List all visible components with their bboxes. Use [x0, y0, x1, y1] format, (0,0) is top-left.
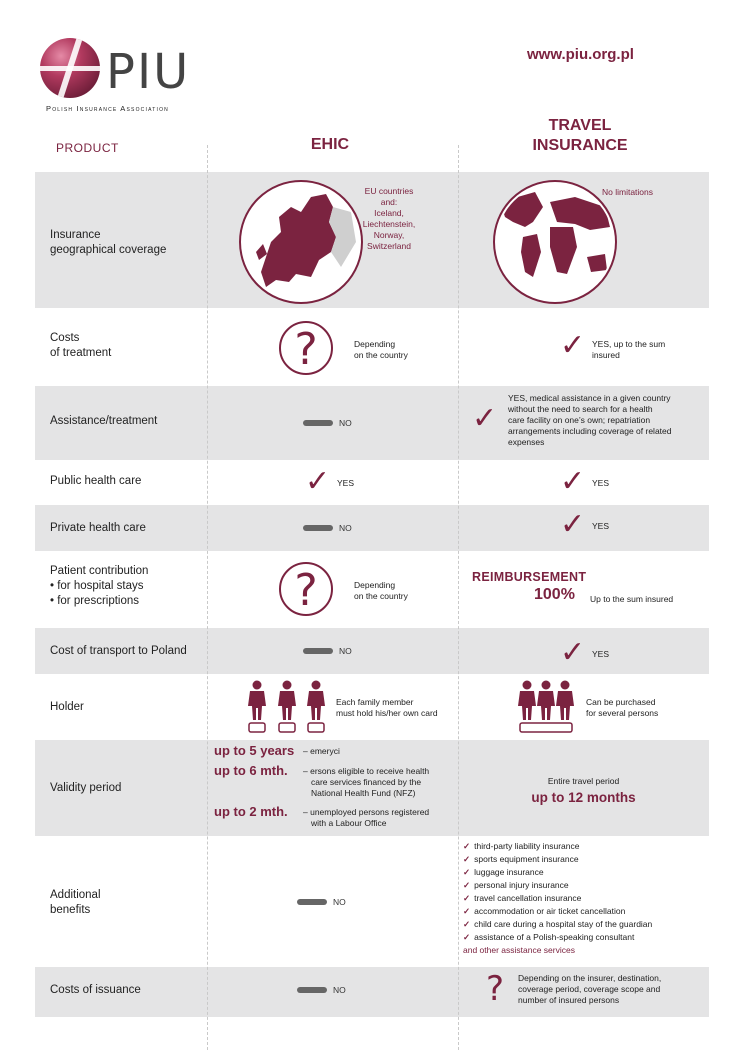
validity-travel-text: Entire travel period [547, 776, 620, 786]
validity-ehic-desc1: – emeryci [303, 746, 340, 756]
validity-desc-line: care services financed by the [311, 777, 422, 787]
validity-ehic-period1: up to 5 years [214, 743, 295, 758]
list-item [463, 931, 652, 944]
list-item [463, 879, 652, 892]
issuance-travel-text [518, 973, 661, 1006]
assist-travel-line: arrangements including coverage of related [508, 426, 672, 436]
private-ehic-text: NO [339, 523, 352, 533]
row-label-holder: Holder [50, 701, 84, 713]
check-icon: ✓ [463, 841, 471, 851]
geo-label-line1: Insurance [50, 229, 101, 241]
geo-ehic-line: Liechtenstein, [362, 219, 416, 229]
check-icon: ✓ [463, 932, 471, 942]
issuance-travel-line: Depending on the insurer, destination, [518, 973, 662, 983]
additional-label-line: benefits [50, 904, 91, 916]
public-travel-text: YES [592, 478, 610, 488]
validity-travel-period: up to 12 months [531, 790, 636, 805]
issuance-travel-line: number of insured persons [518, 995, 620, 1005]
patient-label-line: Patient contribution [50, 565, 149, 577]
row-label-validity: Validity period [50, 782, 122, 794]
validity-desc-line: with a Labour Office [311, 818, 387, 828]
check-icon: ✓ [560, 328, 586, 363]
benefit-text: third-party liability insurance [474, 841, 580, 851]
costs-label-line1: Costs [50, 332, 80, 344]
reimbursement-note: Up to the sum insured [590, 594, 674, 604]
holder-ehic-line: Each family member [336, 697, 414, 707]
list-item [463, 840, 652, 853]
logo-text: PIU [106, 44, 191, 100]
costs-travel-text [592, 339, 665, 361]
row-label-additional [50, 888, 101, 918]
benefit-text: assistance of a Polish-speaking consultant [474, 932, 635, 942]
patient-ehic-line: on the country [354, 591, 408, 601]
holder-ehic-line: must hold his/her own card [336, 708, 438, 718]
reimbursement-percent: 100% [534, 586, 575, 603]
holder-travel-line: for several persons [586, 708, 659, 718]
logo-globe-icon [40, 38, 100, 98]
europe-map-icon [239, 180, 363, 304]
patient-label-line: • for prescriptions [50, 595, 140, 607]
check-icon: ✓ [463, 919, 471, 929]
reimbursement-title: REIMBURSEMENT [472, 570, 587, 584]
column-divider [458, 145, 459, 1050]
benefit-text: accommodation or air ticket cancellation [474, 906, 626, 916]
validity-ehic-period2: up to 6 mth. [214, 763, 288, 778]
travel-header-line1: TRAVEL [548, 117, 612, 134]
dash-icon [303, 420, 333, 426]
row-label-issuance: Costs of issuance [50, 984, 141, 996]
check-icon: ✓ [472, 401, 498, 436]
logo-subtitle: Polish Insurance Association [46, 104, 169, 113]
list-item [463, 892, 652, 905]
dash-icon [303, 525, 333, 531]
geo-ehic-line: Switzerland [367, 241, 411, 251]
issuance-ehic-no [297, 985, 346, 995]
travel-header-line2: INSURANCE [532, 137, 628, 154]
benefit-text: travel cancellation insurance [474, 893, 582, 903]
check-icon: ✓ [463, 854, 471, 864]
list-item [463, 918, 652, 931]
benefit-text: sports equipment insurance [474, 854, 579, 864]
private-travel-text: YES [592, 521, 610, 531]
validity-ehic-period3: up to 2 mth. [214, 804, 288, 819]
check-icon: ✓ [463, 893, 471, 903]
dash-icon [297, 899, 327, 905]
validity-desc-line: – ersons eligible to receive health [303, 766, 430, 776]
transport-ehic-text: NO [339, 646, 352, 656]
list-item [463, 905, 652, 918]
world-globe-icon [493, 180, 617, 304]
assist-travel-text [508, 393, 672, 448]
question-icon: ? [486, 969, 505, 1009]
transport-ehic-no [303, 646, 352, 656]
geo-ehic-line: EU countries [364, 186, 414, 196]
patient-label-line: • for hospital stays [50, 580, 144, 592]
product-column-header: PRODUCT [56, 141, 119, 155]
check-icon: ✓ [463, 867, 471, 877]
geo-ehic-line: Iceland, [374, 208, 404, 218]
issuance-travel-line: coverage period, coverage scope and [518, 984, 661, 994]
validity-ehic-desc3 [303, 807, 429, 829]
row-label-costs [50, 331, 111, 361]
holder-ehic-text [336, 697, 438, 719]
row-label-public: Public health care [50, 475, 142, 487]
private-ehic-no [303, 523, 352, 533]
costs-ehic-line: Depending [354, 339, 396, 349]
patient-ehic-line: Depending [354, 580, 396, 590]
question-icon: ? [279, 321, 333, 375]
check-icon: ✓ [305, 464, 331, 499]
transport-travel-text: YES [592, 649, 610, 659]
check-icon: ✓ [463, 906, 471, 916]
additional-ehic-text: NO [333, 897, 346, 907]
public-ehic-text: YES [337, 478, 355, 488]
check-icon: ✓ [560, 507, 586, 542]
benefits-list [463, 840, 652, 957]
additional-label-line: Additional [50, 889, 101, 901]
validity-desc-line: – unemployed persons registered [303, 807, 430, 817]
check-icon: ✓ [560, 464, 586, 499]
assist-ehic-no [303, 418, 352, 428]
costs-label-line2: of treatment [50, 347, 112, 359]
dash-icon [303, 648, 333, 654]
row-label-geo [50, 228, 166, 258]
issuance-ehic-text: NO [333, 985, 346, 995]
costs-travel-line: insured [592, 350, 620, 360]
holder-travel-text [586, 697, 658, 719]
holder-travel-line: Can be purchased [586, 697, 656, 707]
website-link[interactable]: www.piu.org.pl [527, 46, 634, 63]
additional-ehic-no [297, 897, 346, 907]
validity-ehic-desc2 [303, 766, 429, 799]
geo-ehic-line: and: [380, 197, 398, 207]
benefit-text: luggage insurance [474, 867, 544, 877]
row-label-assist: Assistance/treatment [50, 415, 158, 427]
list-item [463, 866, 652, 879]
benefit-text: personal injury insurance [474, 880, 569, 890]
costs-ehic-text [354, 339, 408, 361]
assist-travel-line: care facility on one’s own; repatriation [508, 415, 651, 425]
benefits-more: and other assistance services [463, 945, 575, 955]
ehic-geo-countries [357, 186, 421, 252]
row-label-patient [50, 564, 148, 609]
ehic-column-header: EHIC [310, 136, 350, 153]
geo-ehic-line: Norway, [373, 230, 405, 240]
assist-ehic-text: NO [339, 418, 352, 428]
assist-travel-line: expenses [508, 437, 545, 447]
geo-label-line2: geographical coverage [50, 244, 167, 256]
check-icon: ✓ [560, 635, 586, 670]
piu-logo [40, 38, 200, 118]
list-item [463, 853, 652, 866]
question-icon: ? [279, 562, 333, 616]
costs-travel-line: YES, up to the sum [592, 339, 666, 349]
check-icon: ✓ [463, 880, 471, 890]
patient-ehic-text [354, 580, 408, 602]
assist-travel-line: YES, medical assistance in a given country [508, 393, 671, 403]
row-label-transport: Cost of transport to Poland [50, 645, 187, 657]
dash-icon [297, 987, 327, 993]
column-divider [207, 145, 208, 1050]
benefit-text: child care during a hospital stay of the guardian [474, 919, 653, 929]
costs-ehic-line: on the country [354, 350, 408, 360]
assist-travel-line: without the need to search for a health [508, 404, 653, 414]
validity-desc-line: National Health Fund (NFZ) [311, 788, 416, 798]
travel-geo-text: No limitations [602, 187, 654, 197]
row-label-private: Private health care [50, 522, 146, 534]
travel-column-header [520, 116, 640, 156]
